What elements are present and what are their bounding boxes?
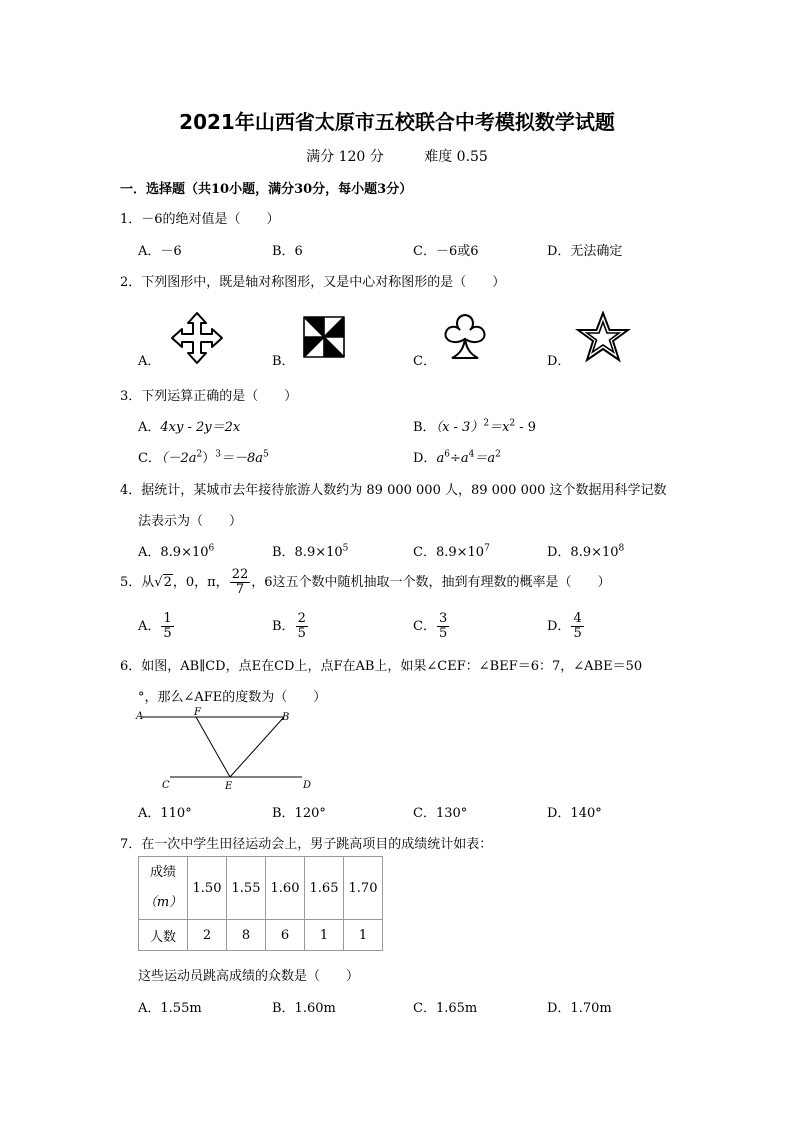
score-cell: 1.50 — [188, 857, 227, 920]
subtitle — [0, 146, 794, 166]
q5-option-d: D． $\frac{4}{5}$ — [547, 611, 582, 641]
q5-option-a: A． $\frac{1}{5}$ — [138, 611, 172, 641]
q7-question: 这些运动员跳高成绩的众数是（ ） — [138, 969, 360, 984]
q4-option-d: D．$8.9\times 10^8$ — [547, 543, 625, 560]
q2-option-a: A． — [138, 354, 161, 369]
q3-option-b: B．$(x - 3)^2=x^2 - 9$ — [413, 418, 537, 435]
cross-arrows-figure — [170, 311, 224, 365]
q3-option-a: A．4xy - 2y＝2x — [138, 420, 241, 435]
q6-stem-line2: °，那么∠AFE的度数为（ ） — [138, 690, 327, 705]
label-a: A — [136, 711, 144, 722]
q7-option-a: A．1.55m — [138, 1001, 202, 1016]
page-title: 2021年山西省太原市五校联合中考模拟数学试题 — [179, 110, 615, 134]
q3-option-c: C．$(-2a^2)^3=-8a^5$ — [138, 449, 269, 466]
full-score: 满分 120 分 — [306, 149, 384, 165]
pinwheel-figure — [301, 314, 347, 360]
q3-option-d: D．$a^6\div a^4=a^2$ — [413, 449, 501, 466]
q6-option-c: C．130° — [413, 806, 468, 821]
table-header-score: 成绩 （m） — [139, 857, 188, 920]
score-cell: 1.65 — [305, 857, 344, 920]
q7-option-d: D．1.70m — [547, 1001, 612, 1016]
difficulty: 难度 0.55 — [424, 149, 488, 165]
q4-option-c: C．$8.9\times 10^7$ — [413, 543, 490, 560]
q5-stem: 5．从√2，0，π， $\frac{22}{7}$ ，6这五个数中随机抽取一个数，抽到有理数的概率是（ ） — [120, 567, 611, 597]
label-e: E — [225, 781, 233, 792]
section-heading: 一．选择题（共10小题，满分30分，每小题3分） — [120, 182, 413, 197]
count-cell: 2 — [188, 920, 227, 951]
q1-option-a: A．－6 — [138, 244, 182, 259]
q2-option-b: B． — [272, 354, 295, 369]
score-cell: 1.70 — [344, 857, 383, 920]
q2-stem: 2．下列图形中，既是轴对称图形，又是中心对称图形的是（ ） — [120, 275, 506, 290]
q6-option-b: B．120° — [272, 806, 326, 821]
sqrt-symbol: √ — [154, 575, 163, 590]
count-cell: 6 — [266, 920, 305, 951]
q6-stem-line1: 6．如图，AB∥CD，点E在CD上，点F在AB上，如果∠CEF：∠BEF＝6：7，∠ABE＝50 — [120, 659, 643, 674]
q2-option-d: D． — [547, 354, 571, 369]
scores-table — [138, 856, 383, 951]
parallel-lines-figure — [134, 706, 324, 796]
score-cell: 1.60 — [266, 857, 305, 920]
count-cell: 1 — [344, 920, 383, 951]
q1-option-b: B．6 — [272, 244, 303, 259]
q4-option-b: B．$8.9\times 10^5$ — [272, 543, 349, 560]
score-cell: 1.55 — [227, 857, 266, 920]
label-f: F — [194, 707, 201, 718]
q1-option-c: C．－6或6 — [413, 244, 479, 259]
count-cell: 8 — [227, 920, 266, 951]
count-cell: 1 — [305, 920, 344, 951]
q4-stem-line2: 法表示为（ ） — [138, 514, 243, 529]
q5-option-b: B． $\frac{2}{5}$ — [272, 611, 306, 641]
q6-option-d: D．140° — [547, 806, 602, 821]
q2-option-c: C． — [413, 354, 436, 369]
q4-option-a: A．$8.9\times 10^6$ — [138, 543, 215, 560]
q7-option-b: B．1.60m — [272, 1001, 336, 1016]
table-row — [139, 857, 383, 920]
q1-stem: 1．－6的绝对值是（ ） — [120, 212, 280, 227]
q5-option-c: C． $\frac{3}{5}$ — [413, 611, 448, 641]
club-figure — [440, 312, 490, 362]
label-d: D — [303, 780, 312, 791]
fraction-22-7: $\frac{22}{7}$ — [231, 567, 249, 597]
q7-stem: 7．在一次中学生田径运动会上，男子跳高项目的成绩统计如表： — [120, 837, 493, 852]
q4-stem-line1: 4．据统计，某城市去年接待旅游人数约为 89 000 000 人，89 000 000 这个数据用科学记数 — [120, 483, 667, 498]
table-header-count: 人数 — [139, 920, 188, 951]
label-b: B — [282, 712, 290, 723]
table-row — [139, 920, 383, 951]
q3-stem: 3．下列运算正确的是（ ） — [120, 389, 298, 404]
label-c: C — [162, 780, 170, 791]
q1-option-d: D．无法确定 — [547, 244, 623, 259]
star-figure — [575, 311, 631, 363]
q6-option-a: A．110° — [138, 806, 192, 821]
q7-option-c: C．1.65m — [413, 1001, 478, 1016]
